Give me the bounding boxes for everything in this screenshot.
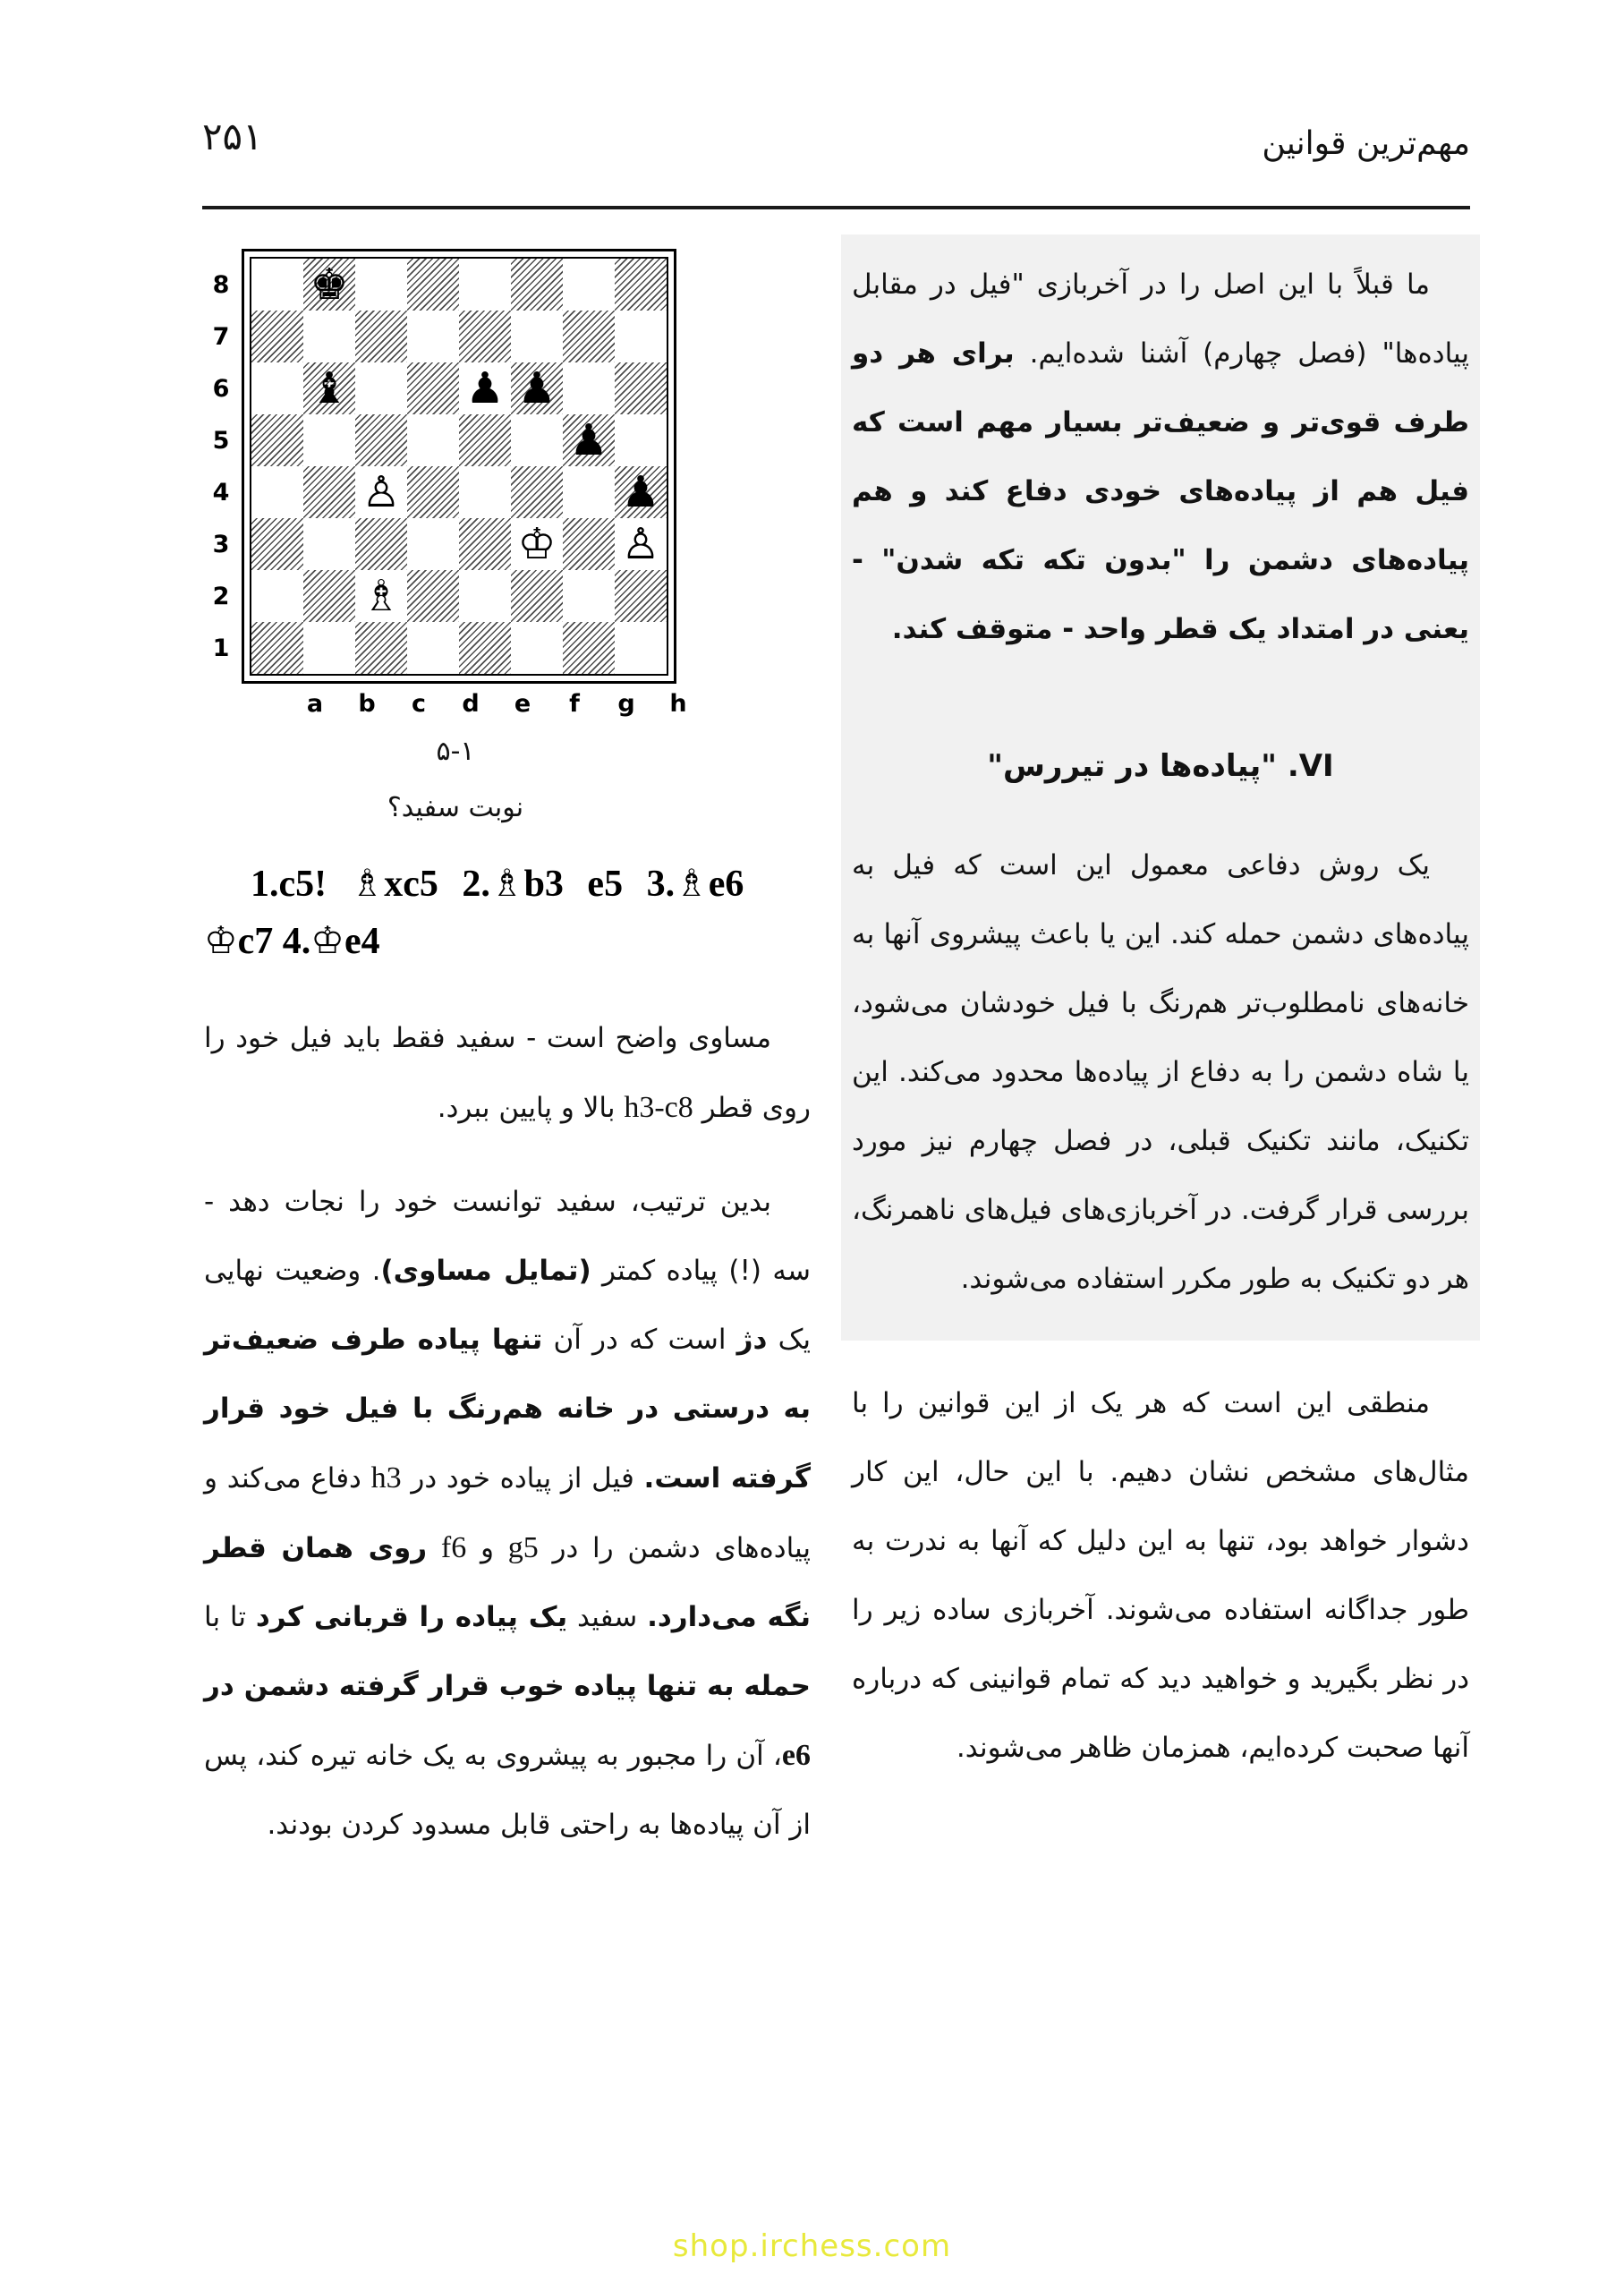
board-square-a6: [251, 362, 303, 414]
piece-white-king: ♔: [517, 519, 557, 569]
piece-black-pawn: ♟: [517, 363, 557, 413]
piece-black-pawn: ♟: [621, 467, 660, 517]
file-label-c: c: [411, 690, 426, 718]
rank-label-8: 8: [212, 270, 230, 299]
board-square-g4: [563, 466, 615, 518]
board-square-a7: [251, 311, 303, 362]
board-square-b8: [303, 259, 355, 311]
board-square-g3: [563, 518, 615, 570]
rank-label-4: 4: [212, 478, 230, 507]
board-square-h8: [615, 259, 667, 311]
board-square-d4: [407, 466, 459, 518]
board-square-b4: [303, 466, 355, 518]
rank-label-1: 1: [212, 634, 230, 662]
rank-label-6: 6: [212, 374, 230, 403]
board-square-f3: [511, 518, 563, 570]
diagram-caption-number: [242, 736, 669, 767]
rank-labels: [204, 259, 238, 674]
board-square-c7: [355, 311, 407, 362]
chess-board: [250, 257, 668, 676]
notation-line-1: 1.c5! ♗xc5 2.♗b3 e5 3.♗e6: [251, 864, 744, 905]
board-square-d1: [407, 622, 459, 674]
piece-black-pawn: ♟: [465, 363, 505, 413]
board-square-c3: [355, 518, 407, 570]
board-square-f4: [511, 466, 563, 518]
board-square-d3: [407, 518, 459, 570]
board-square-c1: [355, 622, 407, 674]
board-square-c4: [355, 466, 407, 518]
board-square-a4: [251, 466, 303, 518]
rank-label-2: 2: [212, 582, 230, 610]
board-square-e1: [459, 622, 511, 674]
board-square-e4: [459, 466, 511, 518]
board-square-d2: [407, 570, 459, 622]
piece-black-bishop: ♝: [310, 363, 349, 413]
board-square-b5: [303, 414, 355, 466]
rank-label-7: 7: [212, 322, 230, 351]
diagram-number: ۵-۱: [436, 736, 475, 767]
board-square-a8: [251, 259, 303, 311]
header-rule: [202, 206, 1470, 209]
piece-black-king: ♚: [310, 260, 349, 310]
board-square-f1: [511, 622, 563, 674]
board-square-g1: [563, 622, 615, 674]
piece-white-pawn: ♙: [361, 467, 401, 517]
board-square-f8: [511, 259, 563, 311]
section-heading-vi: VI. "پیاده‌ها در تیررس": [987, 748, 1334, 784]
board-square-c6: [355, 362, 407, 414]
board-square-g7: [563, 311, 615, 362]
board-square-b6: [303, 362, 355, 414]
board-square-c2: [355, 570, 407, 622]
left-text-block: [204, 1004, 811, 1860]
footer-link[interactable]: shop.irchess.com: [672, 2228, 952, 2264]
board-square-f5: [511, 414, 563, 466]
chess-notation: [204, 856, 811, 970]
board-square-g6: [563, 362, 615, 414]
board-square-h5: [615, 414, 667, 466]
board-square-h1: [615, 622, 667, 674]
piece-white-pawn: ♙: [621, 519, 660, 569]
board-square-a3: [251, 518, 303, 570]
board-square-e8: [459, 259, 511, 311]
piece-white-bishop: ♗: [361, 571, 401, 621]
paragraph-equal-draw: مساوی واضح است - سفید فقط باید فیل خود را روی قطر h3-c8 بالا و پایین ببرد.: [204, 1022, 811, 1124]
board-square-e5: [459, 414, 511, 466]
file-label-a: a: [306, 690, 324, 718]
board-square-h4: [615, 466, 667, 518]
board-square-a5: [251, 414, 303, 466]
page-number: ۲۵۱: [202, 115, 263, 158]
diagram-caption-prompt: نوبت سفید؟: [387, 792, 524, 823]
board-square-g2: [563, 570, 615, 622]
paragraph-logical: منطقی این است که هر یک از این قوانین را با مثال‌های مشخص نشان دهیم. با این حال، این کار دشوار خواهد بود، تنها به این دلیل که آنها به ندرت به طور جداگانه استفاده می‌شوند. آخربازی ساده زیر را در نظر بگیرید و خواهید دید که تمام قوانینی که درباره آنها صحبت کرده‌ایم، همزمان ظاهر می‌شوند.: [852, 1387, 1469, 1764]
header-title: مهم‌ترین قوانین: [1262, 125, 1470, 162]
board-square-e3: [459, 518, 511, 570]
board-square-h7: [615, 311, 667, 362]
left-column: [204, 249, 811, 1860]
file-label-b: b: [358, 690, 376, 718]
board-square-b2: [303, 570, 355, 622]
board-square-e2: [459, 570, 511, 622]
piece-black-pawn: ♟: [569, 415, 608, 465]
file-label-f: f: [569, 690, 580, 718]
board-square-b3: [303, 518, 355, 570]
board-square-g8: [563, 259, 615, 311]
board-square-g5: [563, 414, 615, 466]
file-label-e: e: [514, 690, 531, 718]
paragraph-principle: ما قبلاً با این اصل را در آخربازی "فیل در مقابل پیاده‌ها" (فصل چهارم) آشنا شده‌ایم. برای هر دو طرف قوی‌تر و ضعیف‌تر بسیار مهم است که فیل هم از پیاده‌های خودی دفاع کند و هم پیاده‌های دشمن را "بدون تکه تکه شدن" - یعنی در امتداد یک قطر واحد - متوقف کند.: [852, 268, 1469, 645]
right-column: [841, 234, 1480, 1783]
file-labels: [289, 690, 704, 718]
file-label-d: d: [462, 690, 480, 718]
chess-diagram: [204, 249, 811, 823]
board-square-a2: [251, 570, 303, 622]
board-square-d5: [407, 414, 459, 466]
board-square-f2: [511, 570, 563, 622]
board-wrap: [204, 249, 704, 718]
board-square-c8: [355, 259, 407, 311]
paragraph-fortress: بدین ترتیب، سفید توانست خود را نجات دهد - سه (!) پیاده کمتر (تمایل مساوی). وضعیت نهایی یک دژ است که در آن تنها پیاده طرف ضعیف‌تر به درستی در خانه هم‌رنگ با فیل خود قرار گرفته است. فیل از پیاده خود در h3 دفاع می‌کند و پیاده‌های دشمن را در g5 و f6 روی همان قطر نگه می‌دارد. سفید یک پیاده را قربانی کرد تا با حمله به تنها پیاده خوب قرار گرفته دشمن در e6، آن را مجبور به پیشروی به یک خانه تیره کند، پس از آن پیاده‌ها به راحتی قابل مسدود کردن بودند.: [204, 1186, 812, 1841]
board-square-e7: [459, 311, 511, 362]
board-square-h6: [615, 362, 667, 414]
highlighted-block: [841, 234, 1480, 1341]
rank-label-3: 3: [212, 530, 230, 558]
board-square-h2: [615, 570, 667, 622]
notation-line-2: ♔c7 4.♔e4: [204, 921, 380, 962]
board-square-c5: [355, 414, 407, 466]
board-square-a1: [251, 622, 303, 674]
board-square-d8: [407, 259, 459, 311]
board-square-e6: [459, 362, 511, 414]
board-square-d7: [407, 311, 459, 362]
rank-label-5: 5: [212, 426, 230, 455]
page-footer: [0, 2228, 1624, 2264]
board-square-d6: [407, 362, 459, 414]
file-label-g: g: [617, 690, 635, 718]
board-square-f7: [511, 311, 563, 362]
file-label-h: h: [669, 690, 687, 718]
board-square-f6: [511, 362, 563, 414]
board-square-b7: [303, 311, 355, 362]
board-square-h3: [615, 518, 667, 570]
board-frame: [242, 249, 676, 684]
board-square-b1: [303, 622, 355, 674]
paragraph-defensive-method: یک روش دفاعی معمول این است که فیل به پیاده‌های دشمن حمله کند. این یا باعث پیشروی آنها به خانه‌های نامطلوب‌تر هم‌رنگ با فیل خودشان می‌شود، یا شاه دشمن را به دفاع از پیاده‌ها محدود می‌کند. این تکنیک، مانند تکنیک قبلی، در فصل چهارم نیز مورد بررسی قرار گرفت. در آخربازی‌های فیل‌های ناهمرنگ، هر دو تکنیک به طور مکرر استفاده می‌شوند.: [852, 849, 1469, 1295]
